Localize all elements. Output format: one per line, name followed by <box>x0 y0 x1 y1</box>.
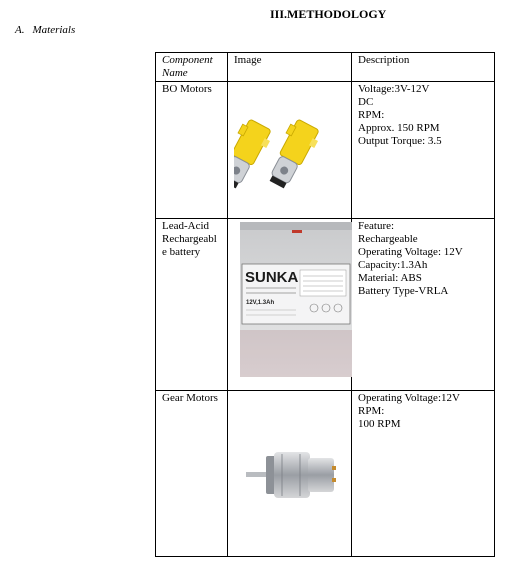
desc-line: Battery Type-VRLA <box>358 285 449 297</box>
desc-line: Feature: <box>358 220 395 232</box>
component-description <box>352 82 495 219</box>
battery-rating-label: 12V,1.3Ah <box>246 300 275 306</box>
subsection-title: Materials <box>32 24 76 36</box>
desc-line: RPM: <box>358 109 385 121</box>
desc-line: Rechargeable <box>358 233 418 245</box>
header-component: Component Name <box>156 53 228 82</box>
table-row <box>156 219 495 391</box>
desc-line: Capacity:1.3Ah <box>358 259 428 271</box>
component-description <box>352 219 495 391</box>
section-title: III.METHODOLOGY <box>270 7 387 21</box>
table-row <box>156 391 495 557</box>
desc-line: 100 RPM <box>358 418 401 430</box>
desc-line: Approx. 150 RPM <box>358 122 440 134</box>
desc-line: DC <box>358 96 374 108</box>
component-name <box>156 219 228 391</box>
desc-line: Operating Voltage: 12V <box>358 246 463 258</box>
component-name: Gear Motors <box>156 391 228 557</box>
component-description <box>352 391 495 557</box>
name-line: e battery <box>162 246 201 258</box>
name-line: Rechargeabl <box>162 233 217 245</box>
subsection-number: A. <box>15 24 25 36</box>
header-description: Description <box>352 53 495 82</box>
desc-line: Material: ABS <box>358 272 422 284</box>
materials-table <box>155 52 495 557</box>
gear-motor-icon <box>234 392 358 555</box>
component-image <box>228 391 352 557</box>
table-header-row <box>156 53 495 82</box>
battery-brand: SUNKA <box>245 269 299 286</box>
name-line: Lead-Acid <box>162 220 210 232</box>
component-name: BO Motors <box>156 82 228 219</box>
desc-line: Output Torque: 3.5 <box>358 135 442 147</box>
component-image <box>228 219 352 391</box>
subsection-heading <box>15 24 75 36</box>
header-image: Image <box>228 53 352 82</box>
desc-line: Operating Voltage:12V <box>358 392 460 404</box>
table-row <box>156 82 495 219</box>
desc-line: Voltage:3V-12V <box>358 83 430 95</box>
yellow-bo-motor-icon <box>234 83 358 217</box>
desc-line: RPM: <box>358 405 385 417</box>
lead-acid-battery-icon <box>234 220 358 389</box>
component-image <box>228 82 352 219</box>
